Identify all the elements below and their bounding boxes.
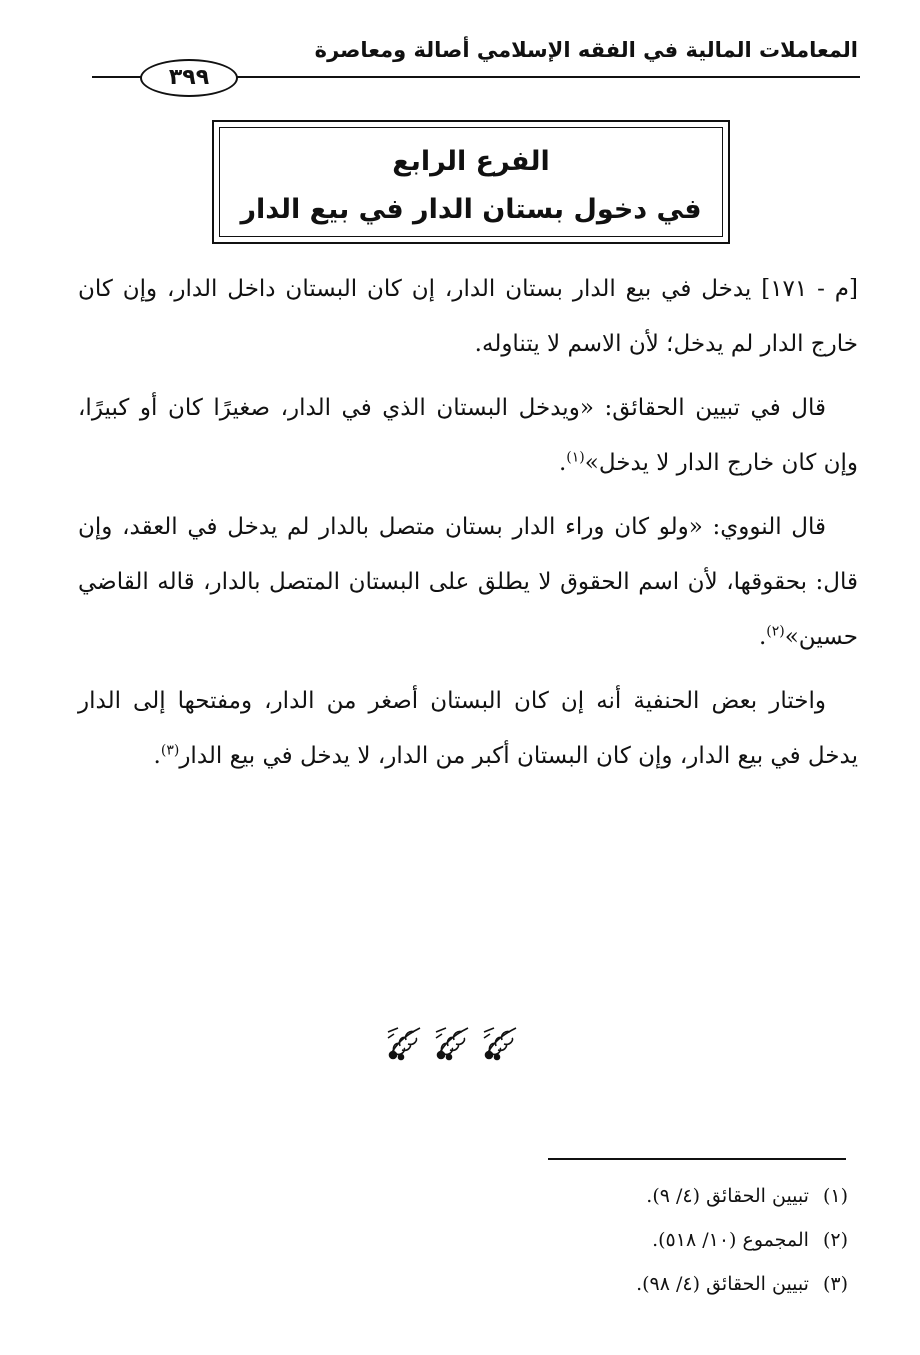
floral-ornament-1 — [386, 1024, 424, 1060]
footnotes — [248, 1174, 848, 1306]
paragraph-3-text: قال النووي: «ولو كان وراء الدار بستان متصل بالدار لم يدخل في العقد، وإن قال: بحقوقها، لأن اسم الحقوق لا يطلق على البستان المتصل بالدار، قاله القاضي حسين» — [78, 514, 858, 650]
paragraph-4-end: . — [153, 743, 161, 769]
footnote-ref-1: (١) — [566, 449, 585, 466]
paragraph-3 — [78, 500, 858, 665]
footnote-text: تبيين الحقائق (٤/ ٩٨). — [636, 1273, 809, 1295]
footnote-number: (٣) — [822, 1273, 848, 1295]
footnote-number: (١) — [822, 1185, 848, 1207]
paragraph-1 — [78, 262, 858, 372]
footnote-ref-3: (٣) — [160, 742, 180, 759]
footnote-2 — [248, 1218, 848, 1262]
footnote-number: (٢) — [822, 1229, 848, 1251]
paragraph-2-text: قال في تبيين الحقائق: «ويدخل البستان الذي في الدار، صغيرًا كان أو كبيرًا، وإن كان خارج الدار لا يدخل» — [78, 395, 858, 476]
floral-divider-icon — [384, 1022, 524, 1062]
paragraph-4 — [78, 674, 858, 784]
paragraph-3-end: . — [758, 624, 767, 650]
body-text — [78, 262, 858, 793]
section-heading-line1: الفرع الرابع — [392, 146, 550, 177]
paragraph-2 — [78, 381, 858, 491]
footnote-1 — [248, 1174, 848, 1218]
running-header-title: المعاملات المالية في الفقه الإسلامي أصالة ومعاصرة — [314, 38, 858, 62]
paragraph-4-text: واختار بعض الحنفية أنه إن كان البستان أصغر من الدار، ومفتحها إلى الدار يدخل في بيع الدار، وإن كان البستان أكبر من الدار، لا يدخل في بيع الدار — [78, 688, 858, 769]
paragraph-2-end: . — [558, 450, 567, 476]
page-number: ٣٩٩ — [140, 59, 238, 97]
footnote-text: تبيين الحقائق (٤/ ٩). — [646, 1185, 809, 1207]
floral-ornament-2 — [436, 1028, 468, 1060]
footnote-3 — [248, 1262, 848, 1306]
section-heading-box — [212, 120, 730, 244]
footnote-separator — [548, 1158, 846, 1160]
footnote-text: المجموع (١٠/ ٥١٨). — [652, 1229, 809, 1251]
section-heading — [214, 138, 728, 234]
section-heading-line2: في دخول بستان الدار في بيع الدار — [240, 194, 702, 225]
footnote-ref-2: (٢) — [766, 623, 785, 640]
paragraph-1-text: [م - ١٧١] يدخل في بيع الدار بستان الدار، إن كان البستان داخل الدار، وإن كان خارج الدار لم يدخل؛ لأن الاسم لا يتناوله. — [78, 276, 859, 357]
floral-ornament-3 — [484, 1028, 516, 1060]
